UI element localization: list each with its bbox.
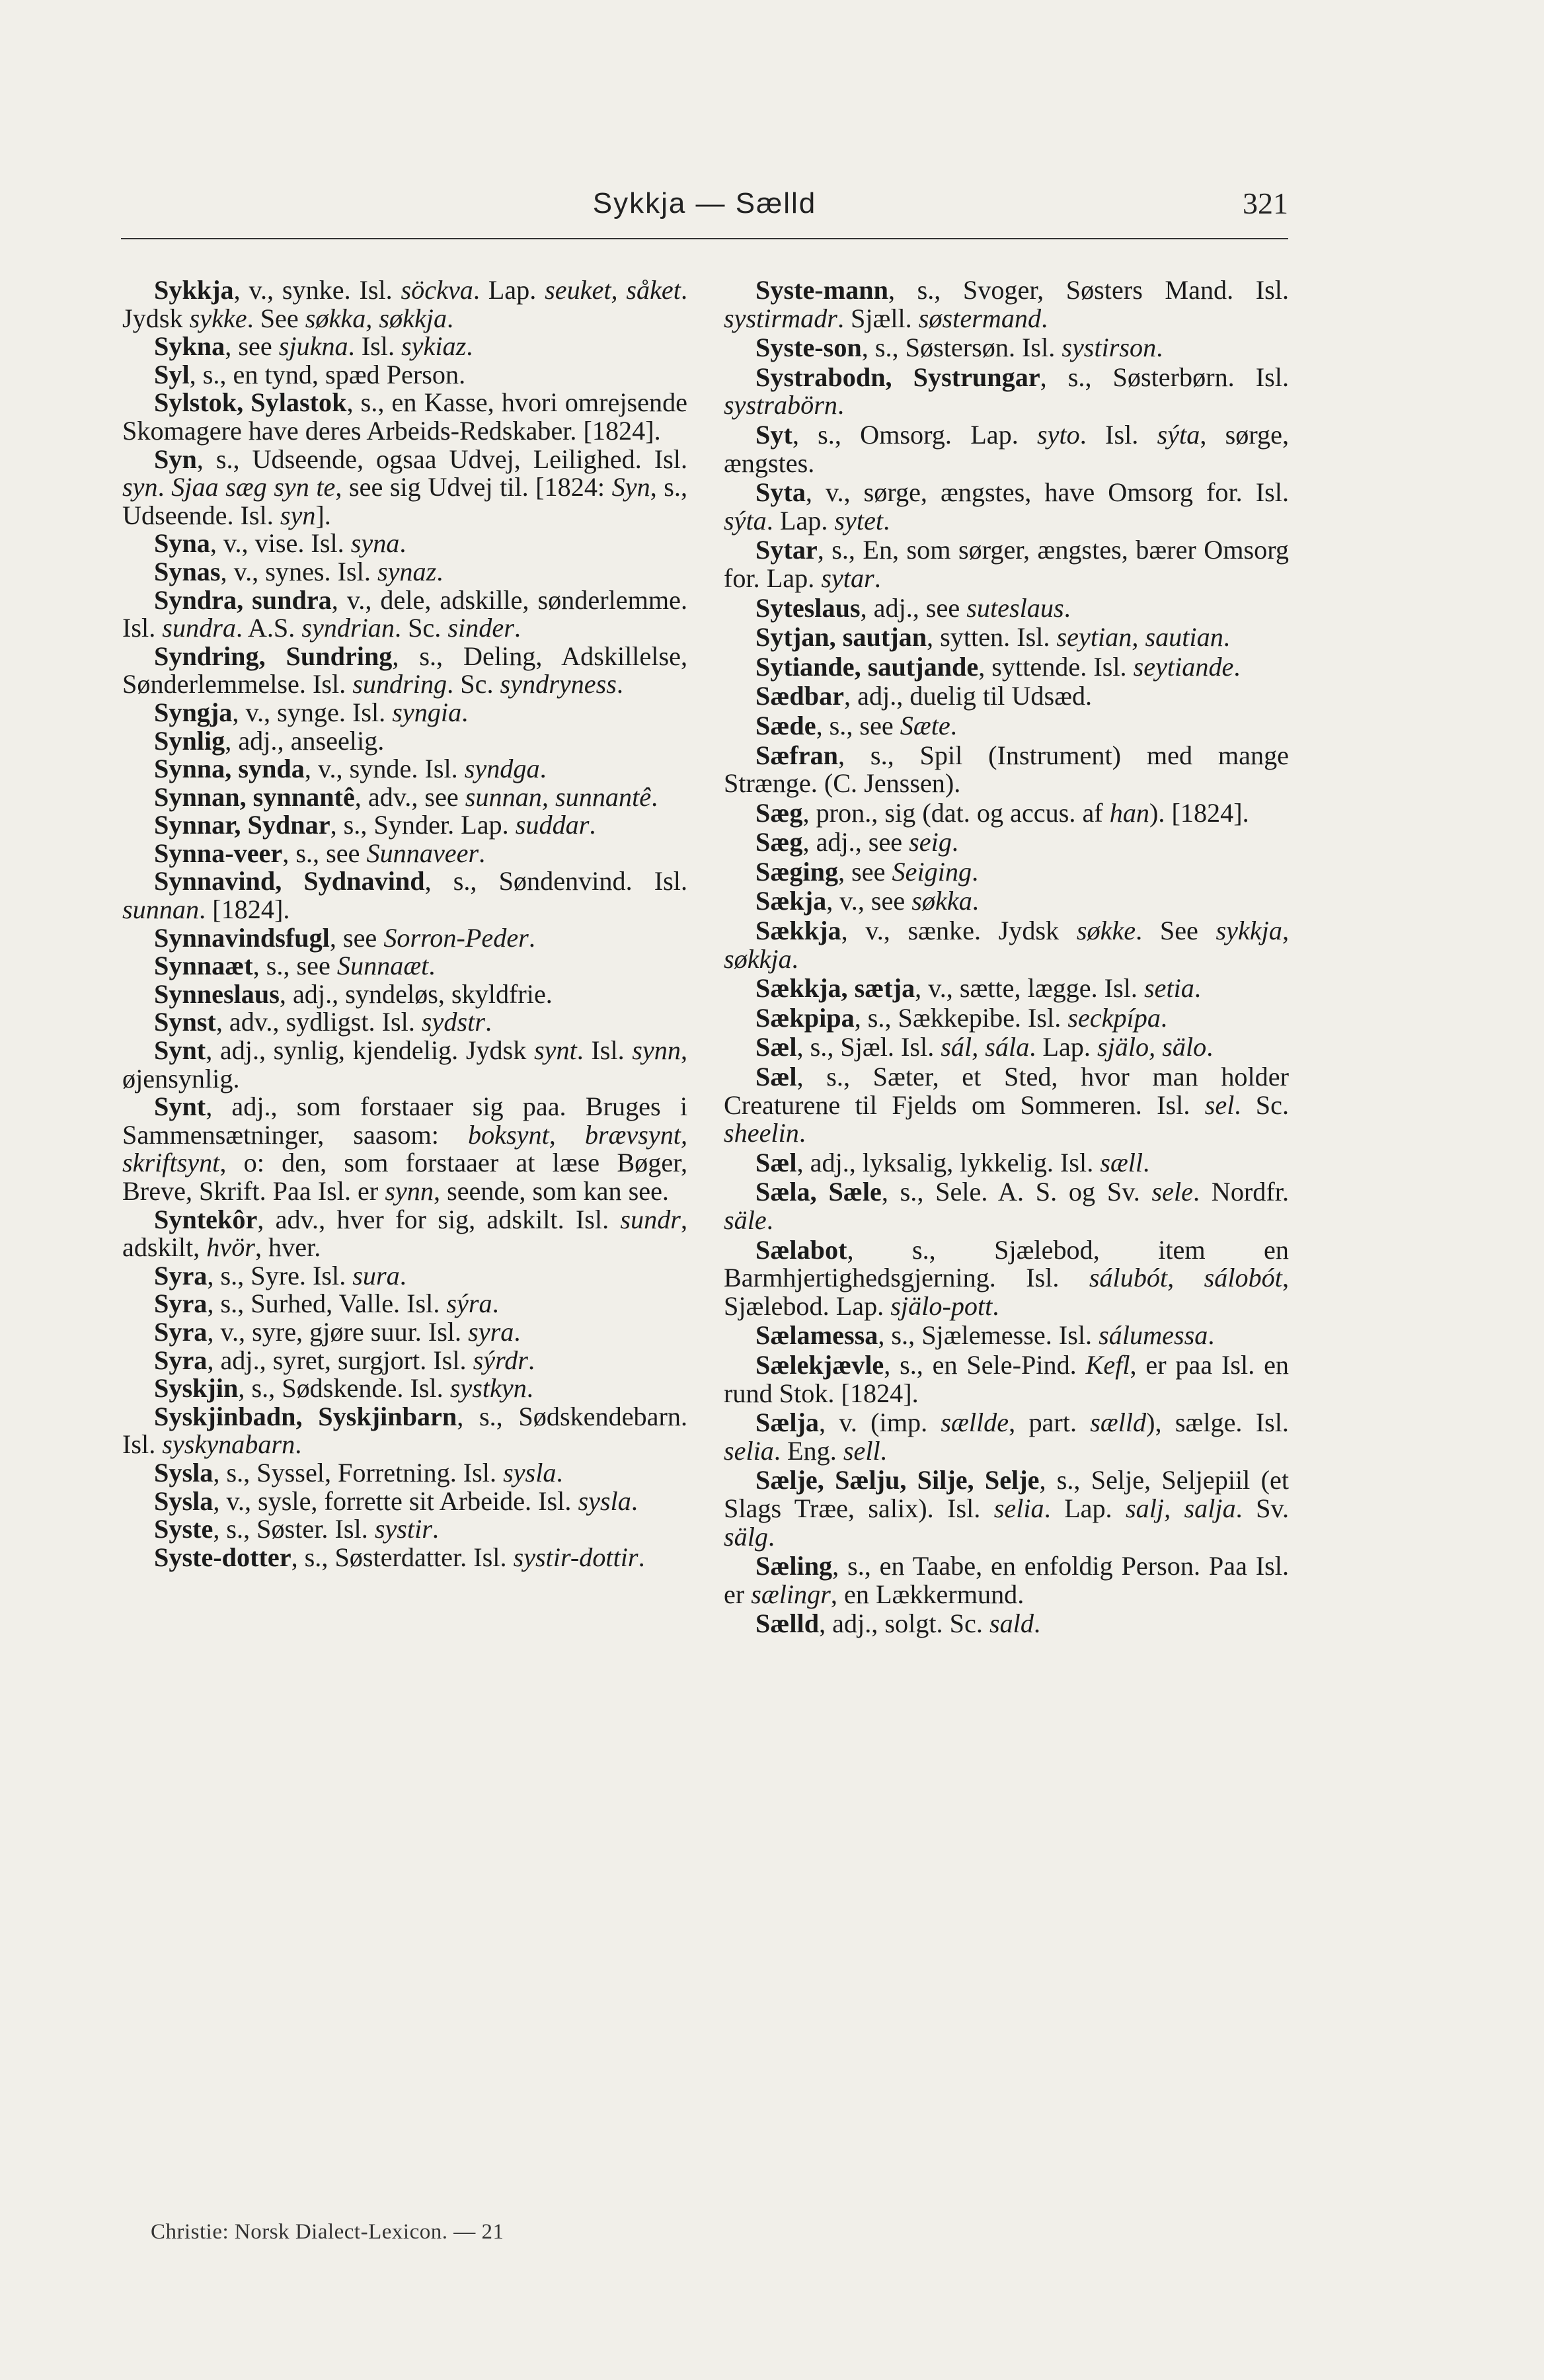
italic-term: sundra	[162, 613, 236, 643]
dictionary-entry	[724, 1149, 1289, 1177]
italic-term: syna	[350, 528, 400, 559]
dictionary-entry	[122, 389, 687, 445]
italic-term: sälg	[724, 1521, 768, 1552]
dictionary-entry	[122, 1037, 687, 1093]
dictionary-entry	[724, 1409, 1289, 1465]
entry-definition: , adj., see suteslaus.	[860, 592, 1071, 623]
dictionary-entry	[724, 421, 1289, 477]
dictionary-entry	[122, 1318, 687, 1347]
italic-term: synt	[534, 1035, 577, 1066]
entry-headword: Sæging	[755, 856, 839, 887]
entry-definition: , s., Surhed, Valle. Isl. sýra.	[207, 1289, 499, 1319]
dictionary-entry	[122, 1262, 687, 1290]
dictionary-entry	[724, 828, 1289, 857]
entry-headword: Sylstok, Sylastok	[154, 387, 347, 418]
entry-headword: Sæde	[755, 710, 816, 740]
entry-headword: Synnar, Sydnar	[154, 810, 330, 840]
dictionary-entry	[122, 361, 687, 389]
dictionary-entry	[724, 594, 1289, 623]
entry-headword: Sysla	[154, 1486, 213, 1516]
italic-term: sytar	[821, 563, 874, 593]
dictionary-entry	[122, 643, 687, 699]
dictionary-entry	[724, 1322, 1289, 1350]
dictionary-entry	[122, 1459, 687, 1488]
italic-term: Syn	[611, 472, 650, 502]
italic-term: sýta	[1157, 419, 1200, 450]
dictionary-entry	[724, 887, 1289, 916]
entry-definition: , syttende. Isl. seytiande.	[978, 651, 1241, 682]
italic-term: hvör	[206, 1232, 255, 1263]
dictionary-entry	[724, 536, 1289, 592]
italic-term: syndryness	[500, 669, 617, 699]
dictionary-entry	[724, 917, 1289, 973]
dictionary-entry	[122, 840, 687, 868]
entry-headword: Syna	[154, 528, 210, 559]
dictionary-entry	[724, 1351, 1289, 1408]
dictionary-entry	[122, 952, 687, 980]
dictionary-entry	[724, 742, 1289, 798]
italic-term: Kefl	[1085, 1349, 1130, 1380]
italic-term: seytiande	[1133, 651, 1234, 682]
italic-term: Sorron-Peder	[383, 922, 529, 953]
dictionary-entry	[724, 858, 1289, 887]
italic-term: systrabörn	[724, 390, 837, 420]
entry-definition: , s., Sødskendebarn. Isl. syskynabarn.	[122, 1401, 687, 1460]
entry-definition: , s., Svoger, Søsters Mand. Isl. systirmadr. Sjæll. søstermand.	[724, 275, 1289, 333]
dictionary-entry	[122, 867, 687, 924]
entry-headword: Sækpipa	[755, 1002, 855, 1033]
dictionary-entry	[122, 1347, 687, 1375]
entry-definition: , v. (imp. sællde, part. sælld), sælge. Isl. selia. Eng. sell.	[724, 1408, 1289, 1466]
page-header	[121, 184, 1288, 239]
entry-definition: , see Seiging.	[838, 856, 979, 887]
dictionary-entry	[122, 1290, 687, 1318]
entry-definition: , adv., hver for sig, adskilt. Isl. sundr, adskilt, hvör, hver.	[122, 1204, 687, 1263]
dictionary-entry	[122, 1093, 687, 1205]
entry-headword: Synneslaus	[154, 978, 280, 1009]
entry-headword: Sytjan, sautjan	[755, 622, 927, 653]
italic-term: Sæte	[900, 710, 950, 740]
italic-term: söckva	[401, 275, 473, 305]
italic-term: sýra	[446, 1289, 492, 1319]
dictionary-entry	[122, 980, 687, 1009]
entry-headword: Syta	[755, 477, 806, 508]
italic-term: syndrian	[301, 613, 395, 643]
entry-headword: Synna, synda	[154, 754, 305, 784]
dictionary-entry	[122, 530, 687, 558]
entry-definition: , s., Syssel, Forretning. Isl. sysla.	[213, 1457, 563, 1488]
dictionary-entry	[122, 924, 687, 953]
entry-definition: , adj., solgt. Sc. sald.	[819, 1608, 1040, 1639]
italic-term: suteslaus	[966, 592, 1064, 623]
italic-term: sysla	[503, 1457, 557, 1488]
italic-term: sinder	[447, 613, 514, 643]
dictionary-entry	[724, 974, 1289, 1003]
entry-definition: , adj., synlig, kjendelig. Jydsk synt. Isl. synn, øjensynlig.	[122, 1035, 687, 1093]
entry-headword: Syndra, sundra	[154, 584, 332, 615]
entry-headword: Syste-son	[755, 333, 862, 363]
italic-term: systir	[374, 1514, 432, 1544]
entry-definition: , adj., duelig til Udsæd.	[844, 681, 1093, 711]
entry-headword: Sytiande, sautjande	[755, 651, 979, 682]
dictionary-entry	[724, 1610, 1289, 1638]
entry-definition: , s., Syre. Isl. sura.	[207, 1260, 406, 1290]
entry-definition: , v., vise. Isl. syna.	[210, 528, 406, 559]
entry-headword: Sælja	[755, 1408, 820, 1438]
entry-definition: , adj., som forstaaer sig paa. Bruges i Sammensætninger, saasom: boksynt, brævsynt, skriftsynt, o: den, som forstaaer at læse Bøger, Breve, Skrift. Paa Isl. er synn, seende, som kan see.	[122, 1091, 688, 1206]
dictionary-entry	[724, 623, 1289, 652]
entry-headword: Syra	[154, 1316, 208, 1347]
italic-term: sytet	[834, 505, 884, 536]
dictionary-entry	[122, 1206, 687, 1262]
entry-definition: , s., see Sunnaveer.	[282, 838, 486, 868]
italic-term: sell	[843, 1435, 880, 1466]
italic-term: Sunnaæt	[336, 951, 429, 981]
entry-headword: Synnavind, Sydnavind	[154, 866, 425, 896]
dictionary-entry	[122, 276, 687, 333]
entry-definition: , s., Sækkepibe. Isl. seckpípa.	[854, 1002, 1167, 1033]
italic-term: suddar	[515, 810, 590, 840]
italic-term: sele	[1151, 1177, 1193, 1207]
dictionary-entry	[122, 727, 687, 756]
entry-definition: , v., dele, adskille, sønderlemme. Isl. sundra. A.S. syndrian. Sc. sinder.	[122, 584, 687, 643]
italic-term: seytian, sautian	[1056, 622, 1223, 653]
italic-term: systkyn	[449, 1373, 527, 1404]
entry-definition: , see Sorron-Peder.	[329, 922, 535, 953]
entry-headword: Sæl	[755, 1147, 797, 1177]
dictionary-entry	[724, 364, 1289, 420]
entry-headword: Sælamessa	[755, 1320, 878, 1351]
entry-definition: , s., Selje, Seljepiil (et Slags Træe, salix). Isl. selia. Lap. salj, salja. Sv. sälg.	[724, 1465, 1289, 1552]
entry-headword: Sæla, Sæle	[755, 1177, 882, 1207]
italic-term: synn	[385, 1176, 434, 1206]
italic-term: själo, sälo	[1097, 1032, 1207, 1062]
dictionary-entry	[122, 558, 687, 586]
entry-definition: , v., sætte, lægge. Isl. setia.	[915, 973, 1201, 1004]
entry-definition: , adv., sydligst. Isl. sydstr.	[215, 1007, 492, 1037]
italic-term: selia	[724, 1435, 774, 1466]
dictionary-entry	[122, 699, 687, 727]
entry-headword: Sælld	[755, 1608, 820, 1639]
dictionary-entry	[122, 446, 687, 530]
italic-term: sál, sála	[941, 1032, 1030, 1062]
left-column	[122, 276, 687, 1571]
italic-term: sykkja, søkkja	[724, 916, 1289, 974]
italic-term: seuket, såket	[545, 275, 681, 305]
italic-term: syn	[280, 500, 316, 530]
dictionary-entry	[724, 682, 1289, 711]
entry-headword: Syt	[755, 419, 792, 450]
entry-definition: , see sjukna. Isl. sykiaz.	[225, 331, 473, 362]
italic-term: Seiging	[892, 856, 972, 887]
italic-term: sællde	[941, 1408, 1009, 1438]
entry-definition: , pron., sig (dat. og accus. af han). [1824].	[802, 797, 1249, 828]
entry-headword: Syteslaus	[755, 592, 861, 623]
page-number: 321	[1243, 186, 1288, 220]
italic-term: sálubót, sálobót	[1089, 1263, 1282, 1293]
dictionary-entry	[122, 586, 687, 643]
entry-definition: , s., see Sæte.	[816, 710, 957, 740]
italic-term: Sunnaveer	[366, 838, 479, 868]
entry-definition: , s., Sjælebod, item en Barmhjertighedsgjerning. Isl. sálubót, sálobót, Sjælebod. Lap. själo-pott.	[724, 1234, 1289, 1321]
dictionary-entry	[724, 799, 1289, 828]
italic-term: boksynt, brævsynt, skriftsynt	[122, 1119, 688, 1178]
dictionary-entry	[724, 1236, 1289, 1321]
entry-definition: , s., Søsterdatter. Isl. systir-dottir.	[291, 1542, 645, 1572]
entry-definition: , s., see Sunnaæt.	[252, 951, 436, 981]
entry-headword: Synnaæt	[154, 951, 253, 981]
entry-headword: Sykkja	[154, 275, 234, 305]
dictionary-entry	[122, 1374, 687, 1403]
italic-term: søkka, søkkja	[305, 303, 447, 333]
italic-term: han	[1109, 797, 1150, 828]
italic-term: sjukna	[278, 331, 348, 362]
italic-term: sundr	[620, 1204, 681, 1234]
entry-headword: Syste-dotter	[154, 1542, 291, 1572]
entry-headword: Sæl	[755, 1032, 797, 1062]
entry-definition: , v., sysle, forrette sit Arbeide. Isl. sysla.	[213, 1486, 638, 1516]
entry-definition: , v., synge. Isl. syngia.	[232, 697, 469, 727]
entry-definition: , s., Sele. A. S. og Sv. sele. Nordfr. säle.	[724, 1177, 1289, 1235]
entry-headword: Syl	[154, 359, 190, 389]
entry-definition: , v., synes. Isl. synaz.	[220, 556, 444, 586]
entry-headword: Sæg	[755, 827, 803, 857]
italic-term: søkka	[911, 886, 972, 916]
entry-headword: Systrabodn, Systrungar	[755, 362, 1040, 392]
italic-term: sheelin	[724, 1118, 799, 1148]
dictionary-entry	[122, 755, 687, 783]
italic-term: synn	[632, 1035, 681, 1066]
italic-term: sýrdr	[473, 1345, 528, 1375]
entry-headword: Sykna	[154, 331, 225, 362]
italic-term: säle	[724, 1205, 767, 1235]
entry-definition: , s., Søsterbørn. Isl. systrabörn.	[724, 362, 1289, 420]
entry-definition: , s., Omsorg. Lap. syto. Isl. sýta, sørge, ængstes.	[724, 419, 1289, 478]
entry-definition: , v., synke. Isl. söckva. Lap. seuket, såket. Jydsk sykke. See søkka, søkkja.	[122, 275, 687, 333]
entry-definition: , s., Sjælemesse. Isl. sálumessa.	[878, 1320, 1215, 1351]
entry-headword: Syngja	[154, 697, 233, 727]
dictionary-entry	[724, 334, 1289, 362]
italic-term: sydstr	[421, 1007, 485, 1037]
italic-term: sæll	[1100, 1147, 1143, 1177]
italic-term: sælld	[1090, 1408, 1147, 1438]
dictionary-entry	[724, 712, 1289, 740]
dictionary-entry	[724, 479, 1289, 535]
italic-term: sálumessa	[1099, 1320, 1208, 1351]
italic-term: systir-dottir	[513, 1542, 638, 1572]
italic-term: seig	[909, 827, 952, 857]
entry-headword: Sælabot	[755, 1234, 847, 1265]
entry-headword: Syn	[154, 444, 197, 474]
italic-term: syn	[122, 472, 158, 502]
entry-definition: , adj., see seig.	[802, 827, 958, 857]
italic-term: søstermand	[918, 303, 1042, 333]
dictionary-entry	[122, 333, 687, 361]
italic-term: Sjaa sæg syn te	[171, 472, 336, 502]
entry-headword: Synnavindsfugl	[154, 922, 330, 953]
italic-term: seckpípa	[1067, 1002, 1161, 1033]
italic-term: sælingr	[751, 1579, 831, 1609]
entry-headword: Sækkja	[755, 916, 841, 946]
entry-definition: , adj., lyksalig, lykkelig. Isl. sæll.	[796, 1147, 1150, 1177]
entry-headword: Synna-veer	[154, 838, 283, 868]
entry-headword: Sæg	[755, 797, 803, 828]
dictionary-entry	[122, 811, 687, 840]
entry-definition: , sytten. Isl. seytian, sautian.	[927, 622, 1230, 653]
entry-definition: , s., Spil (Instrument) med mange Strænge. (C. Jenssen).	[724, 740, 1289, 799]
entry-definition: , s., Sjæl. Isl. sál, sála. Lap. själo, sälo.	[796, 1032, 1214, 1062]
entry-headword: Syra	[154, 1260, 208, 1290]
italic-term: søkke	[1076, 916, 1136, 946]
entry-definition: , s., Udseende, ogsaa Udvej, Leilighed. Isl. syn. Sjaa sæg syn te, see sig Udvej til. [1824: Syn, s., Udseende. Isl. syn].	[122, 444, 688, 530]
printer-signature: Christie: Norsk Dialect-Lexicon. — 21	[151, 2220, 504, 2244]
entry-headword: Sækkja, sætja	[755, 973, 915, 1004]
entry-definition: , s., en Sele-Pind. Kefl, er paa Isl. en rund Stok. [1824].	[724, 1349, 1289, 1408]
entry-headword: Synt	[154, 1091, 206, 1122]
entry-headword: Synt	[154, 1035, 206, 1066]
italic-term: syndga	[464, 754, 540, 784]
entry-definition: , s., Søster. Isl. systir.	[213, 1514, 439, 1544]
entry-headword: Sælekjævle	[755, 1349, 884, 1380]
entry-headword: Sæfran	[755, 740, 839, 770]
entry-headword: Syste	[154, 1514, 213, 1544]
entry-definition: , v., syre, gjøre suur. Isl. syra.	[207, 1316, 521, 1347]
italic-term: sykke	[189, 303, 247, 333]
entry-definition: , adj., anseelig.	[225, 725, 385, 756]
entry-definition: , v., sørge, ængstes, have Omsorg for. Isl. sýta. Lap. sytet.	[724, 477, 1289, 536]
entry-definition: , s., Søstersøn. Isl. systirson.	[861, 333, 1163, 363]
dictionary-entry	[724, 1063, 1289, 1148]
entry-definition: , s., en Taabe, en enfoldig Person. Paa Isl. er sælingr, en Lækkermund.	[724, 1551, 1289, 1609]
right-column	[724, 276, 1289, 1640]
italic-term: sel	[1204, 1090, 1235, 1120]
italic-term: sura	[352, 1260, 400, 1290]
entry-headword: Sysla	[154, 1457, 213, 1488]
dictionary-entry	[724, 1466, 1289, 1551]
entry-headword: Sæling	[755, 1551, 833, 1581]
entry-definition: , v., sænke. Jydsk søkke. See sykkja, søkkja.	[724, 916, 1289, 974]
entry-headword: Sædbar	[755, 681, 845, 711]
italic-term: sysla	[578, 1486, 631, 1516]
dictionary-entry	[724, 276, 1289, 333]
dictionary-entry	[724, 653, 1289, 682]
italic-term: syngia	[392, 697, 462, 727]
italic-term: sunnan, sunnantê	[465, 781, 652, 812]
entry-headword: Sækja	[755, 886, 827, 916]
entry-headword: Synst	[154, 1007, 216, 1037]
italic-term: sunnan	[122, 894, 200, 925]
dictionary-entry	[122, 1515, 687, 1544]
dictionary-entry	[724, 1033, 1289, 1062]
italic-term: sundring	[352, 669, 447, 699]
entry-headword: Sytar	[755, 535, 818, 565]
italic-term: själo-pott	[890, 1290, 993, 1321]
entry-headword: Sæl	[755, 1062, 797, 1092]
entry-headword: Syntekôr	[154, 1204, 258, 1234]
entry-headword: Synlig	[154, 725, 225, 756]
entry-definition: , s., Synder. Lap. suddar.	[330, 810, 596, 840]
entry-headword: Synnan, synnantê	[154, 781, 355, 812]
dictionary-entry	[724, 1552, 1289, 1608]
italic-term: selia	[993, 1493, 1044, 1523]
entry-headword: Synas	[154, 556, 221, 586]
italic-term: synaz	[377, 556, 437, 586]
italic-term: setia	[1143, 973, 1194, 1004]
entry-definition: , s., Søndenvind. Isl. sunnan. [1824].	[122, 866, 687, 925]
entry-headword: Syste-mann	[755, 275, 888, 305]
entry-headword: Sælje, Sælju, Silje, Selje	[755, 1465, 1040, 1495]
italic-term: sykiaz	[401, 331, 467, 362]
dictionary-entry	[122, 783, 687, 812]
running-head: Sykkja — Sælld	[592, 187, 817, 219]
italic-term: salj, salja	[1126, 1493, 1236, 1523]
entry-headword: Syndring, Sundring	[154, 641, 393, 671]
entry-headword: Syra	[154, 1289, 208, 1319]
italic-term: syskynabarn	[162, 1429, 295, 1460]
entry-definition: , adj., syndeløs, skyldfrie.	[279, 978, 553, 1009]
dictionary-entry	[724, 1178, 1289, 1234]
entry-definition: , s., en Kasse, hvori omrejsende Skomagere have deres Arbeids-Redskaber. [1824].	[122, 387, 687, 446]
entry-definition: , s., Sødskende. Isl. systkyn.	[238, 1373, 533, 1404]
italic-term: sald	[989, 1608, 1034, 1639]
dictionary-entry	[122, 1403, 687, 1459]
italic-term: systirmadr	[724, 303, 837, 333]
entry-definition: , s., Sæter, et Sted, hvor man holder Creaturene til Fjelds om Sommeren. Isl. sel. Sc. sheelin.	[724, 1062, 1289, 1148]
dictionary-entry	[122, 1544, 687, 1572]
dictionary-entry	[724, 1004, 1289, 1033]
entry-headword: Syra	[154, 1345, 208, 1375]
entry-definition: , adv., see sunnan, sunnantê.	[354, 781, 658, 812]
italic-term: systirson	[1062, 333, 1157, 363]
entry-definition: , s., En, som sørger, ængstes, bærer Omsorg for. Lap. sytar.	[724, 535, 1289, 593]
italic-term: syto	[1037, 419, 1080, 450]
entry-definition: , s., Deling, Adskillelse, Sønderlemmelse. Isl. sundring. Sc. syndryness.	[122, 641, 687, 699]
entry-definition: , v., synde. Isl. syndga.	[304, 754, 547, 784]
dictionary-entry	[122, 1488, 687, 1516]
entry-definition: , s., en tynd, spæd Person.	[189, 359, 466, 389]
entry-definition: , v., see søkka.	[826, 886, 979, 916]
entry-definition: , adj., syret, surgjort. Isl. sýrdr.	[207, 1345, 535, 1375]
italic-term: syra	[468, 1316, 514, 1347]
entry-headword: Syskjinbadn, Syskjinbarn	[154, 1401, 457, 1431]
entry-headword: Syskjin	[154, 1373, 239, 1404]
italic-term: sýta	[724, 505, 767, 536]
dictionary-entry	[122, 1008, 687, 1037]
